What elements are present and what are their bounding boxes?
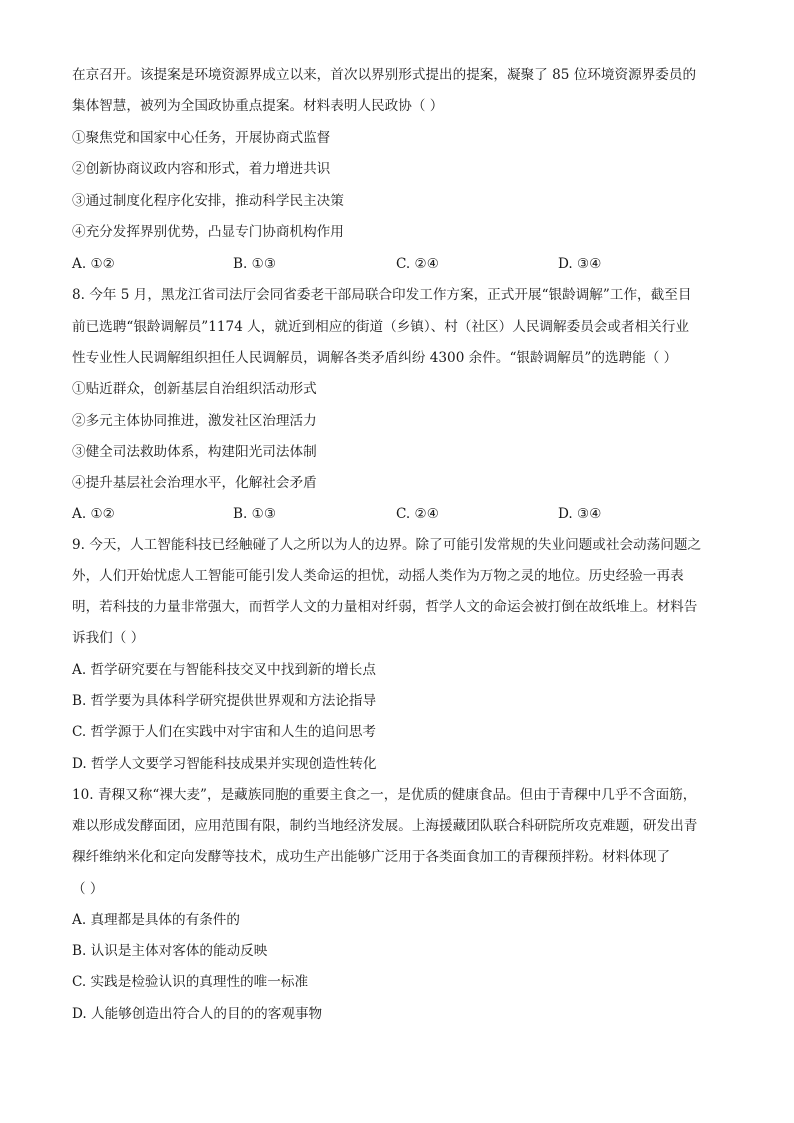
option-c: C. ②④ — [396, 256, 439, 272]
option-b: B. ①③ — [233, 506, 277, 522]
question-9-option-c: C. 哲学源于人们在实践中对宇宙和人生的追问思考 — [72, 724, 377, 740]
question-8-stem-line: 性专业性人民调解组织担任人民调解员，调解各类矛盾纠纷 4300 余件。“银龄调解员”的选聘能（ ） — [72, 350, 678, 366]
question-8-stem-line: 8. 今年 5 月，黑龙江省司法厅会同省委老干部局联合印发工作方案，正式开展“银龄调解”工作，截至目 — [72, 287, 692, 303]
option-a: A. ①② — [72, 506, 115, 522]
question-9-option-b: B. 哲学要为具体科学研究提供世界观和方法论指导 — [72, 693, 377, 709]
question-8-statement: ③健全司法救助体系，构建阳光司法体制 — [72, 444, 317, 460]
option-c: C. ②④ — [396, 506, 439, 522]
question-10-stem-line: 难以形成发酵面团，应用范围有限，制约当地经济发展。上海援藏团队联合科研院所攻克难题，研发出青 — [72, 818, 698, 834]
question-10-stem-line: （ ） — [72, 881, 104, 897]
question-7-stem-line: 在京召开。该提案是环境资源界成立以来，首次以界别形式提出的提案，凝聚了 85 位环境资源界委员的 — [72, 67, 697, 83]
question-8-statement: ①贴近群众，创新基层自治组织活动形式 — [72, 381, 317, 397]
question-7-statement: ④充分发挥界别优势，凸显专门协商机构作用 — [72, 224, 344, 240]
question-10-option-c: C. 实践是检验认识的真理性的唯一标准 — [72, 974, 309, 990]
question-7-options — [72, 255, 722, 273]
question-8-statement: ②多元主体协同推进，激发社区治理活力 — [72, 413, 317, 429]
question-10-stem-line: 10. 青稞又称“裸大麦”，是藏族同胞的重要主食之一，是优质的健康食品。但由于青稞中几乎不含面筋， — [72, 787, 697, 803]
option-b: B. ①③ — [233, 256, 277, 272]
option-d: D. ③④ — [558, 256, 602, 272]
question-9-stem-line: 诉我们（ ） — [72, 630, 145, 646]
question-7-statement: ①聚焦党和国家中心任务，开展协商式监督 — [72, 130, 331, 146]
question-10-option-b: B. 认识是主体对客体的能动反映 — [72, 943, 268, 959]
question-10-option-d: D. 人能够创造出符合人的目的的客观事物 — [72, 1006, 323, 1022]
question-10-option-a: A. 真理都是具体的有条件的 — [72, 912, 240, 928]
question-9-option-d: D. 哲学人文要学习智能科技成果并实现创造性转化 — [72, 756, 377, 772]
question-7-statement: ②创新协商议政内容和形式，着力增进共识 — [72, 161, 331, 177]
question-9-stem-line: 明，若科技的力量非常强大，而哲学人文的力量相对纤弱，哲学人文的命运会被打倒在故纸堆上。材料告 — [72, 599, 698, 615]
option-a: A. ①② — [72, 256, 115, 272]
question-7-statement: ③通过制度化程序化安排，推动科学民主决策 — [72, 193, 344, 209]
question-9-stem-line: 9. 今天，人工智能科技已经触碰了人之所以为人的边界。除了可能引发常规的失业问题或社会动荡问题之 — [72, 537, 702, 553]
question-9-option-a: A. 哲学研究要在与智能科技交叉中找到新的增长点 — [72, 662, 376, 678]
question-8-statement: ④提升基层社会治理水平，化解社会矛盾 — [72, 475, 317, 491]
option-d: D. ③④ — [558, 506, 602, 522]
question-10-stem-line: 稞纤维纳米化和定向发酵等技术，成功生产出能够广泛用于各类面食加工的青稞预拌粉。材料体现了 — [72, 849, 671, 865]
question-9-stem-line: 外，人们开始忧虑人工智能可能引发人类命运的担忧，动摇人类作为万物之灵的地位。历史经验一再表 — [72, 568, 684, 584]
question-7-stem-line: 集体智慧，被列为全国政协重点提案。材料表明人民政协（ ） — [72, 98, 444, 114]
question-8-stem-line: 前已选聘“银龄调解员”1174 人，就近到相应的街道（乡镇）、村（社区）人民调解委员会或者相关行业 — [72, 319, 689, 335]
question-8-options — [72, 505, 722, 523]
